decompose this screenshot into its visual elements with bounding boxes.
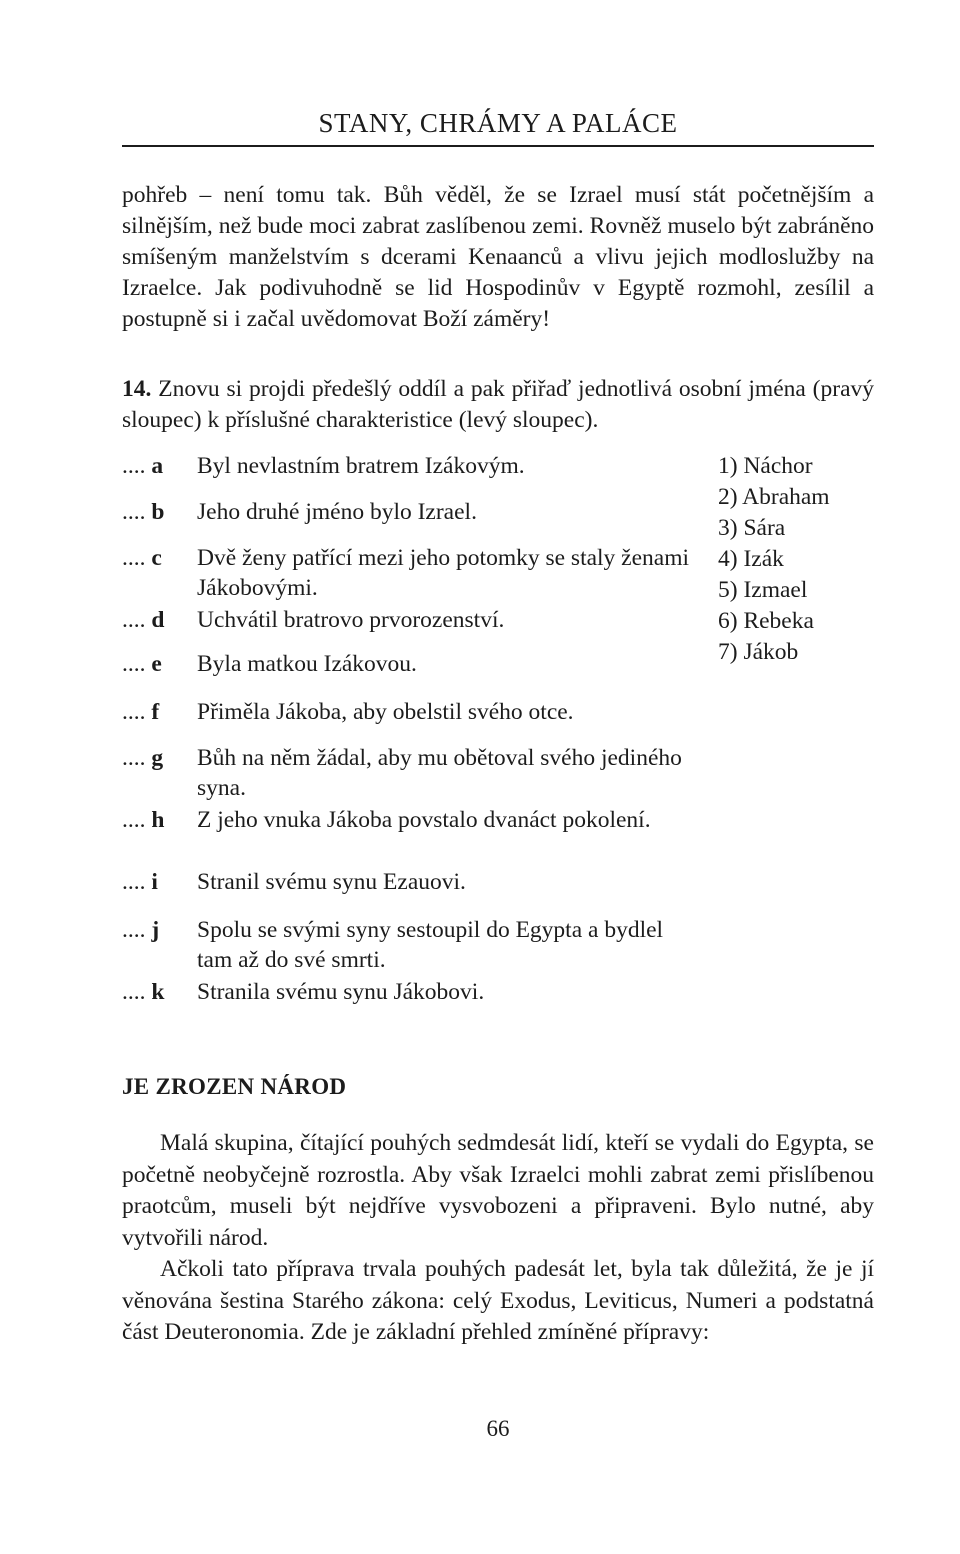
- answer-blank[interactable]: .... j: [122, 917, 160, 943]
- header-rule: [122, 145, 874, 147]
- name-option: 7) Jákob: [718, 639, 799, 665]
- answer-blank[interactable]: .... k: [122, 979, 165, 1005]
- name-option: 3) Sára: [718, 515, 786, 541]
- item-text: Stranila svému synu Jákobovi.: [197, 979, 485, 1005]
- exercise-paragraph: [122, 374, 874, 436]
- answer-blank[interactable]: .... e: [122, 651, 162, 677]
- section-body: [122, 1128, 874, 1349]
- answer-blank[interactable]: .... d: [122, 607, 165, 633]
- exercise-instruction-text: Znovu si projdi předešlý oddíl a pak přiřaď jednotlivá osobní jména (pravý sloupec) k příslušné charakteristice (levý sloupec).: [122, 376, 874, 433]
- body-paragraph: Ačkoli tato příprava trvala pouhých padesát let, byla tak důležitá, že je jí věnována šestina Starého zákona: celý Exodus, Leviticus, Numeri a podstatná část Deuteronomia. Zde je základní přehled zmíněné přípravy:: [122, 1256, 874, 1345]
- list-item: [122, 451, 702, 481]
- answer-blank[interactable]: .... g: [122, 745, 164, 771]
- item-text: Jeho druhé jméno bylo Izrael.: [197, 499, 477, 525]
- item-text: Z jeho vnuka Jákoba povstalo dvanáct pokolení.: [197, 807, 651, 833]
- item-text: Bůh na něm žádal, aby mu obětoval svého jediného syna.: [197, 745, 682, 801]
- exercise-instruction: [122, 374, 874, 436]
- item-text: Dvě ženy patřící mezi jeho potomky se staly ženami Jákobovými.: [197, 545, 690, 601]
- running-header: STANY, CHRÁMY A PALÁCE: [318, 108, 678, 138]
- item-text: Byla matkou Izákovou.: [197, 651, 417, 677]
- answer-blank[interactable]: .... f: [122, 699, 160, 725]
- item-text: Uchvátil bratrovo prvorozenství.: [197, 607, 505, 633]
- list-item: [122, 977, 702, 1007]
- answer-blank[interactable]: .... h: [122, 807, 165, 833]
- name-option: 2) Abraham: [718, 484, 830, 510]
- answer-blank[interactable]: .... i: [122, 869, 158, 895]
- item-text: Stranil svému synu Ezauovi.: [197, 869, 466, 895]
- section-heading: JE ZROZEN NÁROD: [122, 1074, 347, 1099]
- list-item: [122, 605, 702, 635]
- body-paragraph: Malá skupina, čítající pouhých sedmdesát lidí, kteří se vydali do Egypta, se početně neobyčejně rozrostla. Aby však Izraelci mohli zabrat zemi přislíbenou praotcům, museli být nejdříve vysvobozeni a připraveni. Bylo nutné, aby vytvořili národ.: [122, 1130, 874, 1251]
- item-text: Spolu se svými syny sestoupil do Egypta a bydlel tam až do své smrti.: [197, 917, 664, 973]
- exercise-number: 14.: [122, 376, 152, 402]
- list-item: [122, 497, 702, 527]
- list-item: [122, 743, 702, 803]
- list-item: [122, 805, 702, 835]
- intro-paragraph: [122, 180, 874, 335]
- item-text: Přiměla Jákoba, aby obelstil svého otce.: [197, 699, 574, 725]
- name-option: 4) Izák: [718, 546, 784, 572]
- list-item: [122, 649, 702, 679]
- name-option: 5) Izmael: [718, 577, 808, 603]
- intro-text: pohřeb – není tomu tak. Bůh věděl, že se Izrael musí stát početnějším a silnějším, než bude moci zabrat zaslíbenou zemi. Rovněž muselo být zabráněno smíšeným manželstvím s dcerami Kenaanců a vlivu jejich modloslužby na Izraelce. Jak podivuhodně se lid Hospodinův v Egyptě rozmohl, zesílil a postupně si i začal uvědomovat Boží záměry!: [122, 182, 874, 332]
- list-item: [122, 697, 702, 727]
- list-item: [122, 543, 702, 603]
- page-number: 66: [486, 1416, 510, 1441]
- list-item: [122, 867, 702, 897]
- answer-blank[interactable]: .... b: [122, 499, 165, 525]
- list-item: [122, 915, 702, 975]
- answer-blank[interactable]: .... c: [122, 545, 162, 571]
- name-option: 1) Náchor: [718, 453, 813, 479]
- answer-blank[interactable]: .... a: [122, 453, 164, 479]
- item-text: Byl nevlastním bratrem Izákovým.: [197, 453, 525, 479]
- name-option: 6) Rebeka: [718, 608, 814, 634]
